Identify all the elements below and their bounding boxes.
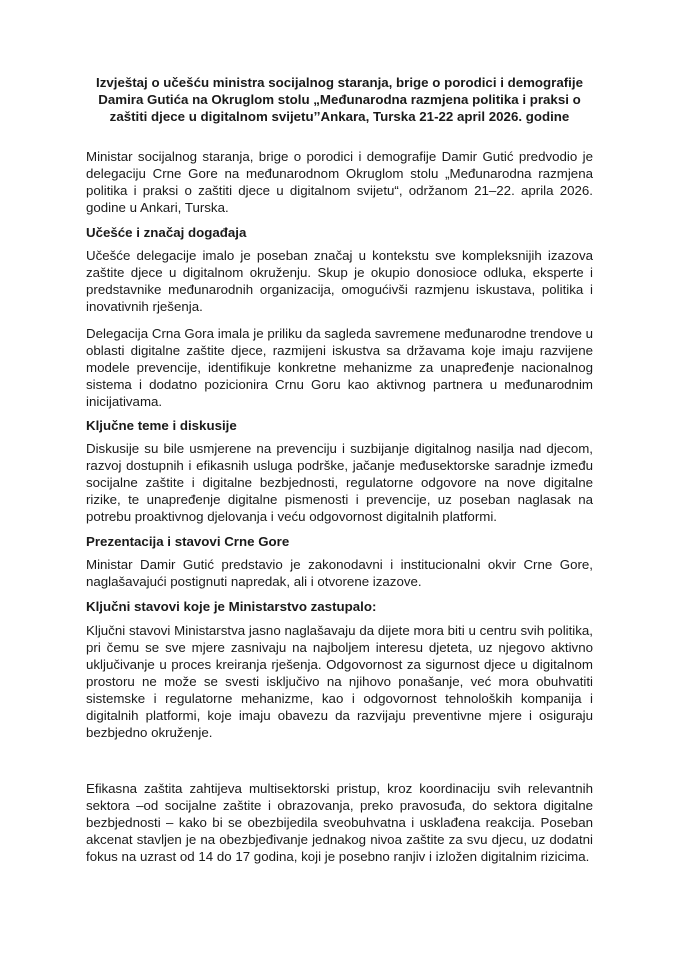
intro-paragraph: Ministar socijalnog staranja, brige o porodici i demografije Damir Gutić predvodio je delegaciju Crne Gore na međunarodnom Okruglom stolu „Međunarodna razmjena politika i praksi o zaštiti djece u digitalnom svijetu“, održanom 21–22. aprila 2026. godine u Ankari, Turska. — [86, 149, 593, 215]
section-paragraph: Ključni stavovi Ministarstva jasno naglašavaju da dijete mora biti u centru svih politika, pri čemu se sve mjere zasnivaju na najboljem interesu djeteta, uz njegovo aktivno uključivanje u proces kreiranja rješenja. Odgovornost za sigurnost djece u digitalnom prostoru ne može se svesti isključivo na njihovo ponašanje, već mora obuhvatiti sistemske i regulatorne mehanizme, kao i odgovornost tehnoloških kompanija i digitalnih platformi, koje imaju obavezu da razvijaju preventivne mjere i osiguraju bezbjedno okruženje. — [86, 623, 593, 740]
section-paragraph: Učešće delegacije imalo je poseban značaj u kontekstu sve kompleksnijih izazova zaštite djece u digitalnom okruženju. Skup je okupio donosioce odluka, eksperte i predstavnike međunarodnih organizacija, omogućivši razmjenu iskustava, politika i inovativnih rješenja. — [86, 248, 593, 314]
section-heading-teme: Ključne teme i diskusije — [86, 418, 237, 433]
title-line-2: Damira Gutića na Okruglom stolu „Međunarodna razmjena politika i praksi o — [98, 92, 581, 107]
title-line-3: zaštiti djece u digitalnom svijetu’’Ankara, Turska 21-22 april 2026. godine — [109, 109, 570, 124]
document-title — [86, 74, 593, 125]
section-paragraph: Delegacija Crna Gora imala je priliku da sagleda savremene međunarodne trendove u oblasti digitalne zaštite djece, razmijeni iskustva sa državama koje imaju razvijene modele prevencije, identifikuje konkretne mehanizme za unapređenje nacionalnog sistema i dodatno pozicionira Crnu Goru kao aktivnog partnera u međunarodnim inicijativama. — [86, 326, 593, 409]
section-paragraph: Efikasna zaštita zahtijeva multisektorski pristup, kroz koordinaciju svih relevantnih sektora –od socijalne zaštite i obrazovanja, preko pravosuđa, do sektora digitalne bezbjednosti – kako bi se obezbijedila sveobuhvatna i usklađena reakcija. Poseban akcenat stavljen je na obezbjeđivanje jednakog nivoa zaštite za svu djecu, uz dodatni fokus na uzrast od 14 do 17 godina, koji je posebno ranjiv i izložen digitalnim rizicima. — [86, 781, 593, 864]
section-paragraph: Ministar Damir Gutić predstavio je zakonodavni i institucionalni okvir Crne Gore, naglašavajući postignuti napredak, ali i otvorene izazove. — [86, 557, 593, 589]
section-heading-stavovi: Ključni stavovi koje je Ministarstvo zastupalo: — [86, 599, 377, 614]
title-line-1: Izvještaj o učešću ministra socijalnog staranja, brige o porodici i demografije — [96, 75, 583, 90]
section-heading-prezentacija: Prezentacija i stavovi Crne Gore — [86, 534, 290, 549]
section-paragraph: Diskusije su bile usmjerene na prevenciju i suzbijanje digitalnog nasilja nad djecom, razvoj dostupnih i efikasnih usluga podrške, jačanje međusektorske saradnje između socijalne zaštite i digitalne bezbjednosti, regulatorne odgovore na nove digitalne rizike, te unapređenje digitalne pismenosti i prevencije, uz poseban naglasak na potrebu proaktivnog djelovanja i veću odgovornost digitalnih platformi. — [86, 441, 593, 524]
section-heading-ucesce: Učešće i značaj događaja — [86, 225, 247, 240]
